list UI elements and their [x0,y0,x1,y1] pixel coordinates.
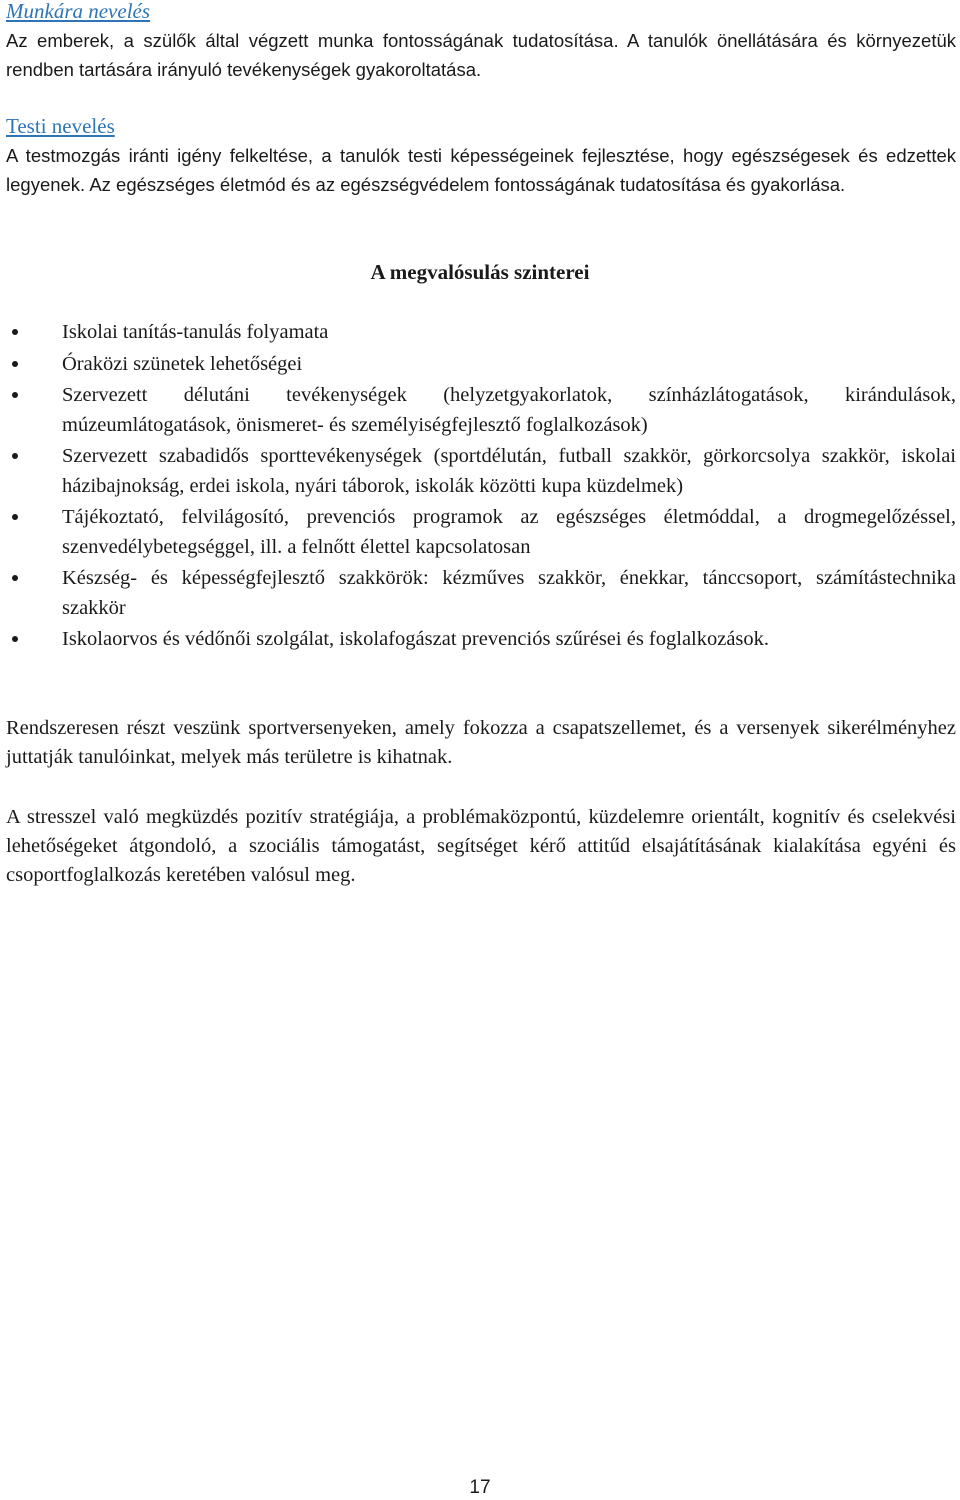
bullet-icon [12,392,18,398]
list-item [6,564,956,623]
bullet-icon [12,361,18,367]
list-item-text: Szervezett délutáni tevékenységek (helyzetgyakorlatok, színházlátogatások, kirándulások, múzeumlátogatások, önismeret- és személyiségfejlesztő foglalkozások) [62,384,956,436]
list-item-text: Tájékoztató, felvilágosító, prevenciós programok az egészséges életmóddal, a drogmegelőzéssel, szenvedélybetegséggel, ill. a felnőtt élettel kapcsolatosan [62,506,956,558]
list-item [6,350,956,380]
bullet-icon [12,329,18,335]
list-item-text: Készség- és képességfejlesztő szakkörök: kézműves szakkör, énekkar, tánccsoport, számítástechnika szakkör [62,567,956,619]
list-item-text: Szervezett szabadidős sporttevékenységek (sportdélután, futball szakkör, görkorcsolya szakkör, iskolai házibajnokság, erdei iskola, nyári táborok, iskolák közötti kupa küzdelmek) [62,445,956,497]
list-item-text: Iskolaorvos és védőnői szolgálat, iskolafogászat prevenciós szűrései és foglalkozások. [62,628,770,650]
bullet-icon [12,575,18,581]
list-item-text: Iskolai tanítás-tanulás folyamata [62,321,329,343]
section-text-work: Az emberek, a szülők által végzett munka fontosságának tudatosítása. A tanulók önellátására és környezetük rendben tartására irányuló tevékenységek gyakoroltatása. [6,30,956,80]
section-heading-work: Munkára nevelés [6,0,151,23]
section-text-pe: A testmozgás iránti igény felkeltése, a tanulók testi képességeinek fejlesztése, hogy egészségesek és edzettek legyenek. Az egészséges életmód és az egészségvédelem fontosságának tudatosítása és gyakorlása. [6,145,956,195]
section-heading-pe: Testi nevelés [6,114,115,138]
list-item [6,381,956,440]
page-number: 17 [469,1477,491,1498]
list-item-text: Óraközi szünetek lehetőségei [62,352,303,375]
list-item [6,318,956,348]
list-item [6,625,956,655]
bullet-icon [12,453,18,459]
section-physical-education [6,112,956,199]
list-item [6,503,956,562]
venues-title: A megvalósulás szinterei [370,260,590,284]
list-item [6,442,956,501]
paragraph-stress: A stresszel való megküzdés pozitív stratégiája, a problémaközpontú, küzdelemre orientált, kognitív és cselekvési lehetőségeket átgondoló, a szociális támogatást, segítséget kérő attitűd elsajátításának kialakítása egyéni és csoportfoglalkozás keretében valósul meg. [6,806,956,886]
section-work-education [6,0,956,84]
venues-list [6,318,956,657]
bullet-icon [12,636,18,642]
bullet-icon [12,514,18,520]
paragraph-sports: Rendszeresen részt veszünk sportversenyeken, amely fokozza a csapatszellemet, és a versenyek sikerélményhez juttatják tanulóinkat, melyek más területre is kihatnak. [6,717,956,768]
